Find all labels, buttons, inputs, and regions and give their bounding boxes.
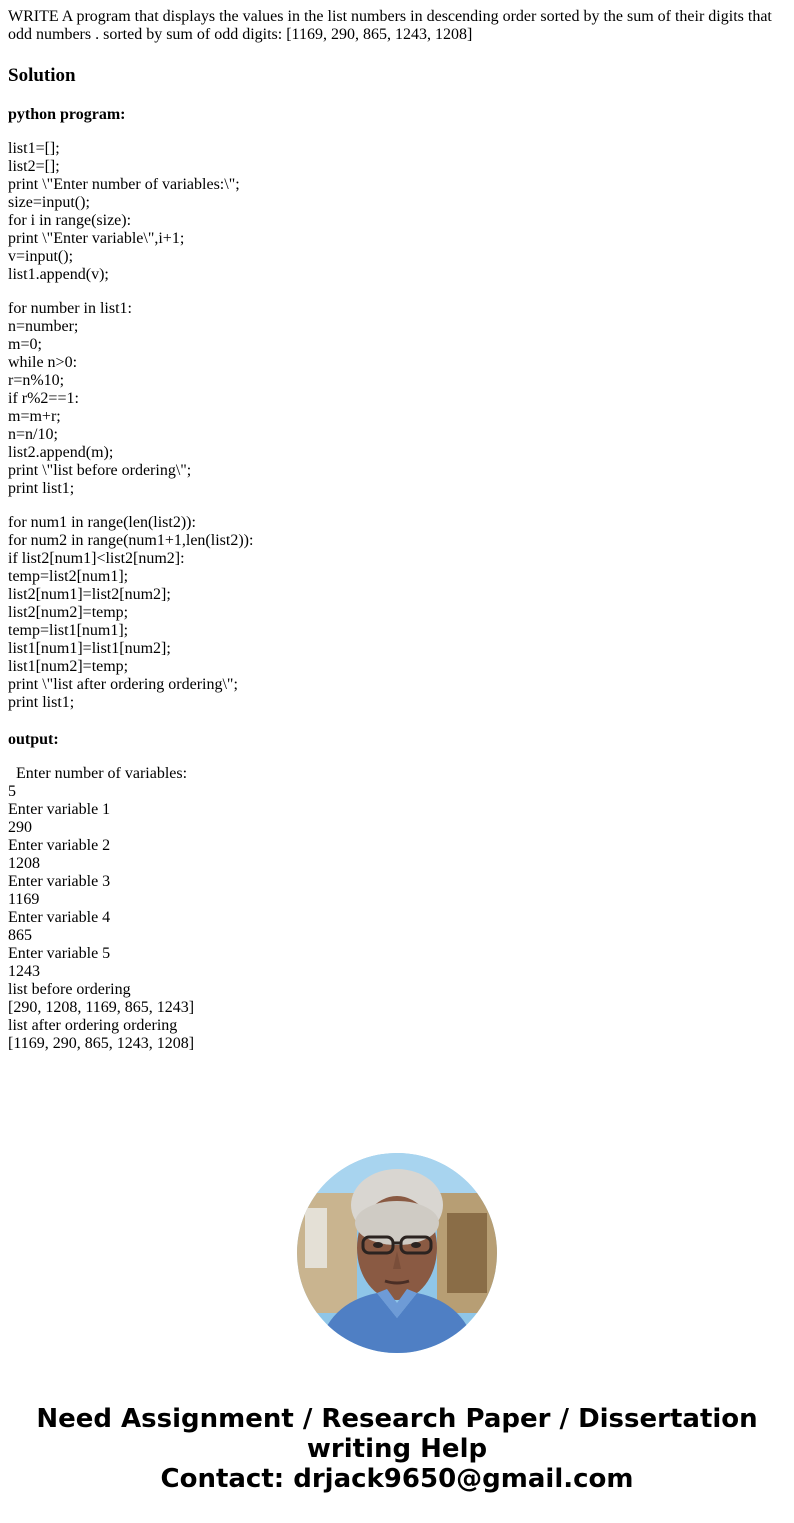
output-line: list after ordering ordering (8, 1017, 178, 1034)
output-line: Enter number of variables: (8, 765, 188, 782)
code-line: while n>0: (8, 354, 78, 371)
output-line: Enter variable 2 (8, 837, 111, 854)
output-line: 865 (8, 927, 32, 944)
code-line: list2.append(m); (8, 444, 114, 461)
code-line: r=n%10; (8, 372, 65, 389)
code-line: list1=[]; (8, 140, 60, 157)
code-line: for num2 in range(num1+1,len(list2)): (8, 532, 254, 549)
output-line: [290, 1208, 1169, 865, 1243] (8, 999, 195, 1016)
output-line: Enter variable 3 (8, 873, 111, 890)
code-line: print \"Enter variable\",i+1; (8, 230, 185, 247)
output-heading: output: (8, 731, 59, 748)
code-line: temp=list1[num1]; (8, 622, 129, 639)
code-line: for num1 in range(len(list2)): (8, 514, 196, 531)
code-line: m=0; (8, 336, 42, 353)
footer-contact: Contact: drjack9650@gmail.com (160, 1464, 634, 1494)
code-line: print list1; (8, 694, 75, 711)
output-line: Enter variable 5 (8, 945, 111, 962)
code-line: temp=list2[num1]; (8, 568, 129, 585)
code-line: list1[num1]=list1[num2]; (8, 640, 171, 657)
author-portrait-icon (297, 1153, 497, 1353)
code-line: print \"Enter number of variables:\"; (8, 176, 240, 193)
output-line: 290 (8, 819, 32, 836)
document-body (8, 8, 786, 1053)
output-line: 1243 (8, 963, 40, 980)
question-text: WRITE A program that displays the values in the list numbers in descending order sorted by the sum of their digits that odd numbers . sorted by sum of odd digits: [1169, 290, 865, 1243, 1208] (8, 8, 772, 43)
program-output (8, 765, 786, 1053)
code-line: list1.append(v); (8, 266, 109, 283)
footer-line-1: Need Assignment / Research Paper / Dissertation (36, 1404, 758, 1434)
output-line: list before ordering (8, 981, 131, 998)
solution-heading: Solution (8, 65, 76, 86)
code-line: list2[num1]=list2[num2]; (8, 586, 171, 603)
output-line: Enter variable 4 (8, 909, 111, 926)
code-line: list2=[]; (8, 158, 60, 175)
code-line: n=n/10; (8, 426, 58, 443)
output-line: 5 (8, 783, 16, 800)
footer-banner (0, 1404, 794, 1494)
code-line: if r%2==1: (8, 390, 79, 407)
code-block-input (8, 140, 786, 284)
code-line: print \"list before ordering\"; (8, 462, 192, 479)
output-line: [1169, 290, 865, 1243, 1208] (8, 1035, 195, 1052)
output-line: Enter variable 1 (8, 801, 111, 818)
code-line: print list1; (8, 480, 75, 497)
code-line: v=input(); (8, 248, 74, 265)
output-line: 1208 (8, 855, 40, 872)
code-line: m=m+r; (8, 408, 61, 425)
code-block-digit-sum (8, 300, 786, 498)
code-line: for number in list1: (8, 300, 132, 317)
author-avatar (297, 1153, 497, 1353)
code-line: for i in range(size): (8, 212, 132, 229)
code-line: n=number; (8, 318, 79, 335)
code-line: list2[num2]=temp; (8, 604, 129, 621)
code-line: size=input(); (8, 194, 90, 211)
code-block-sort (8, 514, 786, 712)
footer-line-2: writing Help (306, 1434, 488, 1464)
output-line: 1169 (8, 891, 40, 908)
code-line: list1[num2]=temp; (8, 658, 129, 675)
code-line: if list2[num1]<list2[num2]: (8, 550, 185, 567)
program-heading: python program: (8, 106, 126, 123)
code-line: print \"list after ordering ordering\"; (8, 676, 238, 693)
